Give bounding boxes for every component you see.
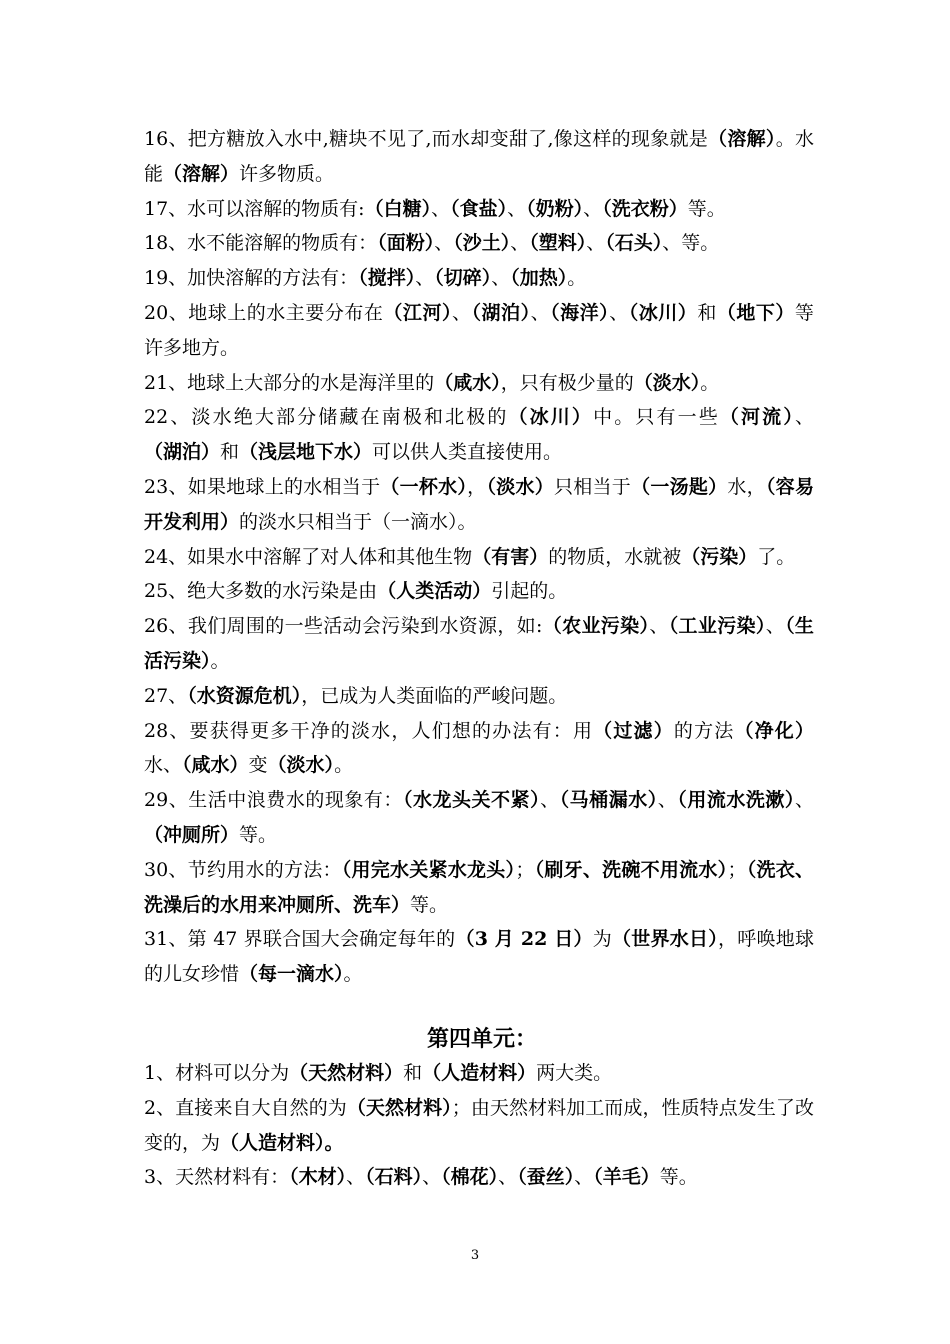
answer-text: （切碎）	[434, 267, 492, 290]
answer-text: （溶解）	[708, 128, 776, 150]
paragraph	[144, 853, 814, 923]
answer-text: （每一滴水）	[239, 963, 344, 986]
paragraph-text: 可以供人类直接使用。	[372, 441, 563, 464]
answer-text: （工业污染）	[668, 615, 766, 638]
paragraph-text: 引起的。	[491, 580, 568, 603]
paragraph-text: 的方法	[673, 719, 735, 742]
answer-text: （淡水）	[486, 475, 554, 498]
paragraph-text: 、	[657, 789, 678, 812]
paragraph-list-after	[144, 1056, 814, 1195]
paragraph	[144, 366, 814, 401]
answer-text: （江河）	[383, 301, 452, 324]
paragraph	[144, 122, 814, 192]
paragraph-text: 等许多地方。	[144, 301, 814, 359]
paragraph	[144, 679, 814, 714]
answer-text: （马桶漏水）	[559, 789, 658, 812]
answer-text: （搅拌）	[358, 267, 416, 290]
paragraph-text: 、	[530, 301, 551, 324]
paragraph-text: 、	[415, 267, 435, 290]
paragraph-text: ；	[515, 858, 535, 881]
paragraph-text: ；	[727, 858, 747, 881]
answer-text: （石头）	[605, 232, 663, 255]
paragraph-text: 、	[422, 1166, 442, 1189]
paragraph-text: 、	[765, 615, 786, 638]
paragraph-text: 、	[451, 301, 472, 324]
paragraph-text: 和	[697, 301, 717, 324]
paragraph-text: 2、直接来自大自然的为	[144, 1096, 347, 1119]
answer-text: （洗衣粉）	[602, 197, 688, 220]
paragraph-text: 25、绝大多数的水污染是由	[144, 580, 378, 603]
answer-text: （天然材料）	[346, 1096, 452, 1119]
paragraph-text: 。	[700, 371, 720, 394]
answer-text: （面粉）	[377, 232, 435, 255]
paragraph-text: 21、地球上大部分的水是海洋里的	[144, 371, 435, 394]
answer-text: （有害）	[472, 545, 549, 568]
answer-text: （天然材料）	[289, 1061, 404, 1084]
answer-text: （过滤）	[593, 719, 674, 742]
paragraph-text: 、	[491, 267, 511, 290]
answer-text: （白糖）	[364, 197, 432, 220]
paragraph-text: 、	[794, 406, 814, 429]
paragraph-text: 和	[403, 1061, 423, 1084]
paragraph-text: 。	[210, 649, 230, 672]
answer-text: （蚕丝）	[517, 1166, 575, 1189]
paragraph	[144, 714, 814, 784]
paragraph	[144, 574, 814, 609]
answer-text: （人类活动）	[377, 580, 492, 603]
paragraph	[144, 400, 814, 470]
answer-text: （冰川）	[628, 301, 698, 324]
answer-text: （加热）	[510, 267, 568, 290]
paragraph-text: 、	[609, 301, 629, 324]
paragraph-text: 、	[540, 789, 560, 812]
paragraph-text: ，只有极少量的	[500, 371, 634, 394]
paragraph-text: 、	[434, 232, 454, 255]
paragraph-list-before	[144, 122, 814, 992]
answer-text: （净化）	[734, 719, 814, 742]
paragraph-text: 变	[248, 754, 268, 777]
answer-text: （冰川）	[508, 406, 594, 429]
answer-text: （一杯水）	[380, 475, 468, 498]
answer-text: （食盐）	[450, 197, 508, 220]
answer-text: （浅层地下水）	[239, 441, 373, 464]
answer-text: （咸水）	[434, 371, 501, 394]
answer-text: （地下）	[716, 301, 795, 324]
paragraph	[144, 296, 814, 366]
paragraph-text: ，呼唤地球的儿女珍惜	[144, 928, 814, 986]
paragraph-text: 了。	[757, 545, 796, 568]
answer-text: （世界水日）	[611, 928, 718, 951]
paragraph-text: 18、水不能溶解的物质有：	[144, 232, 378, 255]
paragraph-text: 3、天然材料有：	[144, 1166, 290, 1189]
answer-text: （湖泊）	[471, 301, 531, 324]
answer-text: （溶解）	[163, 162, 240, 185]
paragraph-text: ；由天然材料加工而成，性质特点发生了改变的，为	[144, 1096, 814, 1154]
paragraph-text: 。	[334, 754, 354, 777]
paragraph	[144, 192, 814, 227]
section-title: 第四单元：	[426, 1025, 537, 1052]
paragraph-text: 、	[574, 1166, 594, 1189]
paragraph-text: 20、地球上的水主要分布在	[144, 301, 384, 324]
paragraph-text: 23、如果地球上的水相当于	[144, 475, 381, 498]
answer-text: （湖泊）	[144, 441, 221, 464]
answer-text: （棉花）	[441, 1166, 499, 1189]
paragraph-text: 、	[431, 197, 451, 220]
paragraph-text: 等。	[410, 893, 449, 916]
paragraph-text: 只相当于	[554, 475, 632, 498]
answer-text: （污染）	[681, 545, 758, 568]
answer-text: （羊毛）	[593, 1166, 660, 1189]
answer-text: （河流）	[719, 406, 795, 429]
paragraph	[144, 470, 814, 540]
answer-text: （人造材料）。	[220, 1131, 344, 1154]
answer-text: （石料）	[365, 1166, 423, 1189]
answer-text: （冲厕所）	[144, 823, 240, 846]
paragraph-text: 、	[583, 197, 603, 220]
answer-text: （奶粉）	[526, 197, 584, 220]
paragraph-text: 29、生活中浪费水的现象有：	[144, 789, 403, 812]
paragraph-text: 。	[343, 963, 363, 986]
answer-text: （淡水）	[267, 754, 335, 777]
answer-text: （农业污染）	[542, 615, 650, 638]
answer-text: （用流水洗漱）	[677, 789, 795, 812]
paragraph-text: 31、第 47 界联合国大会确定每年的	[144, 928, 456, 951]
page-number: 3	[470, 1248, 480, 1263]
paragraph-text: 、	[794, 789, 814, 812]
paragraph-text: 、	[346, 1166, 366, 1189]
paragraph-text: 17、水可以溶解的物质有:	[144, 197, 365, 220]
paragraph-text: 为	[592, 928, 612, 951]
paragraph-text: 等。	[239, 823, 278, 846]
answer-text: （人造材料）	[422, 1061, 537, 1084]
paragraph-text: 两大类。	[536, 1061, 613, 1084]
paragraph-text: 等。	[659, 1166, 698, 1189]
answer-text: （淡水）	[633, 371, 701, 394]
answer-text: （塑料）	[529, 232, 587, 255]
answer-text: （洗衣、洗澡后的水用来冲厕所、洗车）	[144, 858, 814, 916]
paragraph-text: ，已成为人类面临的严峻问题。	[301, 684, 568, 707]
paragraph	[144, 226, 814, 261]
paragraph-text: 、	[649, 615, 669, 638]
paragraph	[144, 540, 814, 575]
answer-text: （生活污染）	[144, 615, 814, 672]
paragraph-text: 、	[507, 197, 527, 220]
paragraph-text: 28、要获得更多干净的淡水，人们想的办法有：用	[144, 719, 594, 742]
paragraph-text: 16、把方糖放入水中,糖块不见了,而水却变甜了,像这样的现象就是	[144, 128, 709, 150]
paragraph	[144, 261, 814, 296]
paragraph-text: 1、材料可以分为	[144, 1061, 290, 1084]
paragraph-text: 27、	[144, 684, 188, 707]
answer-text: （咸水）	[182, 754, 249, 777]
paragraph-text: 、	[498, 1166, 518, 1189]
paragraph-text: 24、如果水中溶解了对人体和其他生物	[144, 545, 473, 568]
answer-text: （海洋）	[550, 301, 610, 324]
paragraph-text: ，	[467, 475, 487, 498]
answer-text: （木材）	[289, 1166, 347, 1189]
document-body	[144, 122, 814, 1195]
paragraph-text: 许多物质。	[239, 162, 335, 185]
paragraph	[144, 922, 814, 992]
answer-text: （容易开发利用）	[144, 475, 814, 533]
paragraph-text: 19、加快溶解的方法有：	[144, 267, 359, 290]
answer-text: （水龙头关不紧）	[402, 789, 541, 812]
paragraph	[144, 1056, 814, 1091]
paragraph-text: 水、	[144, 754, 183, 777]
paragraph-text: 26、我们周围的一些活动会污染到水资源，如:	[144, 615, 543, 638]
paragraph	[144, 609, 814, 679]
paragraph-text: 。	[567, 267, 587, 290]
paragraph	[144, 1091, 814, 1161]
paragraph-text: 。水能	[144, 128, 814, 185]
paragraph-text: 22、淡水绝大部分储藏在南极和北极的	[144, 406, 509, 429]
paragraph-text: 和	[220, 441, 240, 464]
answer-text: （沙土）	[453, 232, 511, 255]
answer-text: （3 月 22 日）	[455, 928, 593, 951]
paragraph-text: 、	[510, 232, 530, 255]
paragraph-text: 中。只有一些	[593, 406, 720, 429]
paragraph-text: 、等。	[662, 232, 720, 255]
answer-text: （一汤匙）	[631, 475, 728, 498]
paragraph-text: 的物质，水就被	[548, 545, 682, 568]
paragraph-text: 等。	[687, 197, 726, 220]
answer-text: （用完水关紧水龙头）	[341, 858, 516, 881]
answer-text: （水资源危机）	[187, 684, 302, 707]
paragraph-text: 的淡水只相当于（一滴水）。	[239, 510, 477, 533]
paragraph	[144, 1160, 814, 1195]
paragraph-text: 、	[586, 232, 606, 255]
answer-text: （刷牙、洗碗不用流水）	[534, 858, 728, 881]
paragraph-text: 水，	[727, 475, 766, 498]
paragraph-text: 30、节约用水的方法：	[144, 858, 342, 881]
paragraph	[144, 783, 814, 853]
